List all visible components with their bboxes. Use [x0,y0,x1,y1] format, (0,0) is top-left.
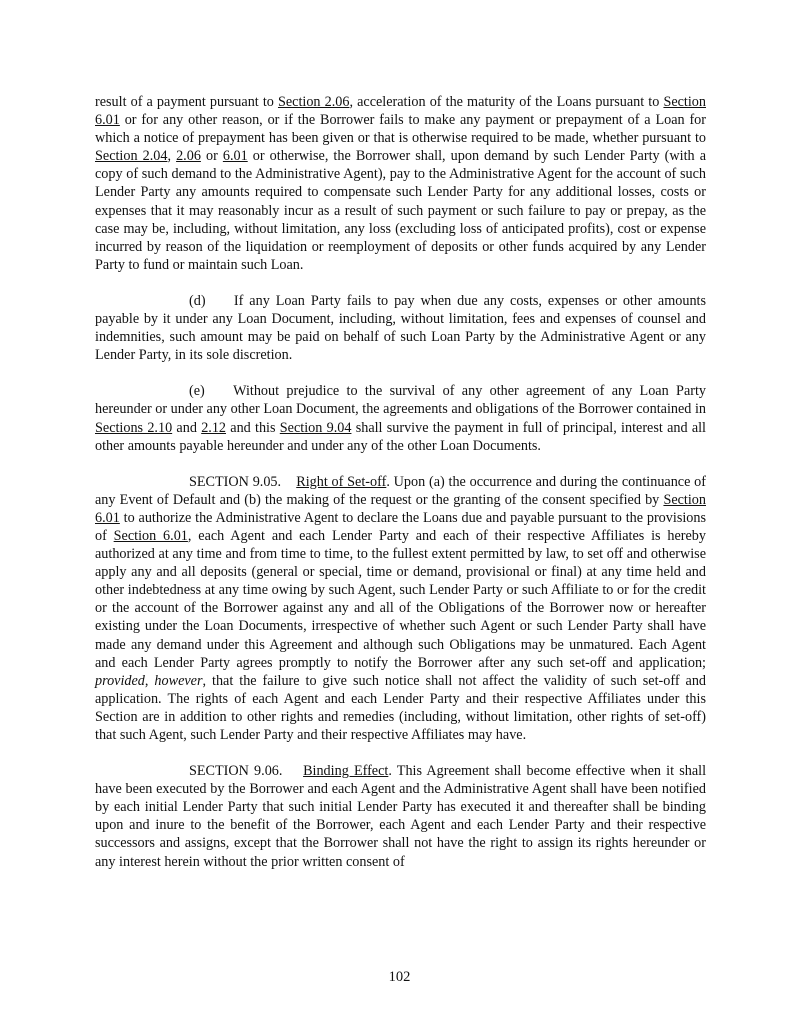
section-reference: 6.01 [222,148,248,165]
section-reference: 2.06 [176,148,201,165]
text-run: and this [226,419,280,436]
document-body [95,93,706,889]
section-reference: Sections 2.10 [95,419,173,436]
text-run: or otherwise, the Borrower shall, upon demand by such Lender Party (with a copy of such demand to the Administrative Agent), pay to the Administrative Agent for the account of such Lender Party any amounts required to compensate such Lender Party for any additional losses, costs or expenses that it may reasonably incur as a result of such payment or such failure to pay or prepay, as the case may be, including, without limitation, any loss (excluding loss of anticipated profits), cost or expense incurred by reason of the liquidation or reemployment of deposits or other funds acquired by any Lender Party to fund or maintain such Loan. [95,148,706,273]
section-reference: 2.12 [201,419,227,436]
text-run: or for any other reason, or if the Borrower fails to make any payment or prepayment of a Loan for which a notice of prepayment has been given or that is otherwise required to be made, whether pursuant to [95,112,706,147]
text-run: , acceleration of the maturity of the Loans pursuant to [349,94,664,110]
text-run: shall survive the payment in full of principal, interest and all other amounts payable hereunder and under any of the other Loan Documents. [95,419,707,454]
section-reference: Section 6.01 [95,491,706,526]
text-run: or [200,148,223,165]
section-reference: Section 9.04 [279,419,352,436]
text-run: to authorize the Administrative Agent to declare the Loans due and payable pursuant to the provisions of [95,509,706,544]
text-run: , that the failure to give such notice shall not affect the validity of such set-off and application. The rights of each Agent and each Lender Party and their respective Affiliates under this Section are in addition to other rights and remedies (including, without limitation, other rights of set-off) that such Agent, such Lender Party and their respective Affiliates may have. [95,672,707,743]
text-run: result of a payment pursuant to [95,94,278,110]
paragraph-continued [95,93,706,274]
section-9-06 [95,762,706,871]
text-run: and [172,419,202,436]
paragraph-e [95,382,706,454]
text-run: (e) Without prejudice to the survival of any other agreement of any Loan Party hereunder or under any other Loan Document, the agreements and obligations of the Borrower contained in [95,383,706,418]
section-9-05 [95,473,706,744]
paragraph-d [95,292,706,364]
text-run: , [144,672,155,689]
text-run: , each Agent and each Lender Party and each of their respective Affiliates is hereby authorized at any time and from time to time, to the fullest extent permitted by law, to set off and otherwise apply any and all deposits (general or special, time or demand, provisional or final) at any time held and other indebtedness at any time owing by such Agent, such Lender Party or such Affiliate to or for the credit or the account of the Borrower against any and all of the Obligations of the Borrower now or hereafter existing under the Loan Documents, irrespective of whether such Agent or such Lender Party shall have made any demand under this Agreement and although such Obligations may be unmatured. Each Agent and each Lender Party agrees promptly to notify the Borrower after any such set-off and application; [95,527,706,671]
section-reference: Section 6.01 [95,94,706,129]
section-reference: Section 2.06 [277,94,350,110]
page-number: 102 [388,969,411,985]
text-run: , [167,148,177,165]
text-run: (d) If any Loan Party fails to pay when due any costs, expenses or other amounts payable by it under any Loan Document, including, without limitation, fees and expenses of counsel and indemnities, such amount may be paid on behalf of such Loan Party by the Administrative Agent or any Lender Party, in its sole discretion. [95,292,706,364]
italic-term: however [154,672,203,689]
text-run: . This Agreement shall become effective when it shall have been executed by the Borrower and each Agent and the Administrative Agent shall have been notified by each initial Lender Party that such initial Lender Party has executed it and thereafter shall be binding upon and inure to the benefit of the Borrower, each Agent and each Lender Party and their respective successors and assigns, except that the Borrower shall not have the right to assign its rights hereunder or any interest herein without the prior written consent of [95,763,707,870]
section-number: SECTION 9.05. [189,473,282,490]
section-heading: Right of Set-off [296,473,387,490]
section-reference: Section 2.04 [95,148,168,165]
section-reference: Section 6.01 [113,527,188,544]
section-number: SECTION 9.06. [189,763,283,780]
italic-term: provided [95,672,145,689]
text-run: . Upon (a) the occurrence and during the continuance of any Event of Default and (b) the making of the request or the granting of the consent specified by [95,473,706,508]
section-heading: Binding Effect [303,763,389,780]
